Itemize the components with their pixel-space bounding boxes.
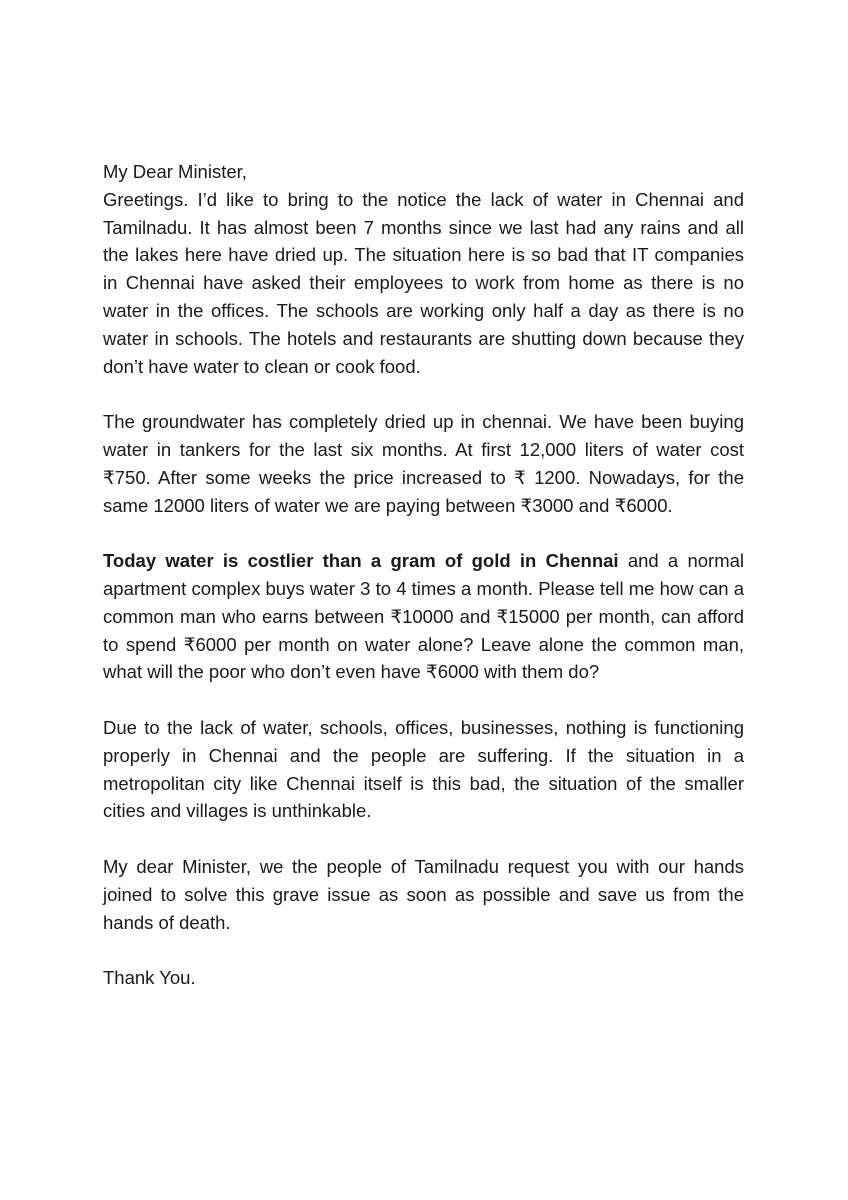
letter-opening xyxy=(103,158,744,380)
paragraph-cost-text: and a normal apartment complex buys water 3 to 4 times a month. Please tell me how can a common man who earns between ₹10000 and ₹15000 per month, can afford to spend ₹6000 per month on water alone? Leave alone the common man, what will the poor who don’t even have ₹6000 with them do? xyxy=(103,550,745,683)
paragraph-functioning: Due to the lack of water, schools, offices, businesses, nothing is functioning properly in Chennai and the people are suffering. If the situation in a metropolitan city like Chennai itself is this bad, the situation of the smaller cities and villages is unthinkable. xyxy=(103,716,744,822)
paragraph-greetings: Greetings. I’d like to bring to the notice the lack of water in Chennai and Tamilnadu. It has almost been 7 months since we last had any rains and all the lakes here have dried up. The situation here is so bad that IT companies in Chennai have asked their employees to work from home as there is no water in the offices. The schools are working only half a day as there is no water in schools. The hotels and restaurants are shutting down because they don’t have water to clean or cook food. xyxy=(103,188,744,377)
closing: Thank You. xyxy=(103,967,196,989)
emphasis-gold-comparison: Today water is costlier than a gram of gold in Chennai xyxy=(103,550,619,572)
letter-body xyxy=(103,158,744,1020)
paragraph-request: My dear Minister, we the people of Tamilnadu request you with our hands joined to solve this grave issue as soon as possible and save us from the hands of death. xyxy=(103,855,744,933)
paragraph-groundwater: The groundwater has completely dried up in chennai. We have been buying water in tankers for the last six months. At first 12,000 liters of water cost ₹750. After some weeks the price increased to ₹ 1200. Nowadays, for the same 12000 liters of water we are paying between ₹3000 and ₹6000. xyxy=(103,411,744,516)
paragraph-cost xyxy=(103,547,744,686)
salutation: My Dear Minister, xyxy=(103,161,247,182)
